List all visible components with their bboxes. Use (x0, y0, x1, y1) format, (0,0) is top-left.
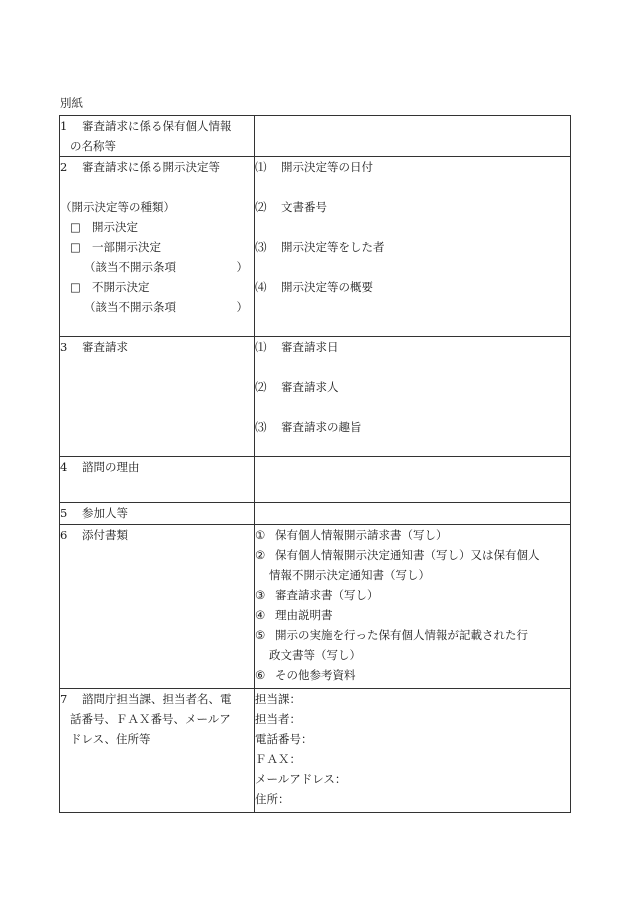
contact-phone-field[interactable]: 電話番号： (255, 732, 313, 746)
row2-title: 審査請求に係る開示決定等 (82, 160, 220, 174)
row2-item-decider: ⑶ 開示決定等をした者 (255, 240, 385, 254)
row-review-request (60, 337, 571, 457)
row2-item-date: ⑴ 開示決定等の日付 (255, 160, 373, 174)
contact-email-field[interactable]: メールアドレス： (255, 772, 347, 786)
row3-item-date: ⑴ 審査請求日 (255, 340, 339, 354)
row4-title: 諮問の理由 (82, 460, 140, 474)
row7-title-line1: 諮問庁担当課、担当者名、電 (82, 692, 232, 706)
attachment-item: ⑤ 開示の実施を行った保有個人情報が記載された行 (255, 628, 528, 642)
row3-item-requester: ⑵ 審査請求人 (255, 380, 339, 394)
checkbox-icon[interactable]: □ (70, 240, 81, 254)
decision-type-heading: （開示決定等の種類） (60, 200, 175, 214)
row-disclosure-decision (60, 157, 571, 337)
row3-value-cell[interactable] (255, 337, 571, 457)
option-disclosure-label: 開示決定 (92, 220, 138, 234)
row-participants (60, 503, 571, 525)
attachment-item-continuation: 情報不開示決定通知書（写し） (269, 568, 430, 582)
row6-value-cell (255, 525, 571, 689)
row3-title: 審査請求 (82, 340, 128, 354)
contact-fax-field[interactable]: ＦＡＸ： (255, 752, 301, 766)
row7-title-line2: 話番号、ＦＡＸ番号、メールア (70, 712, 231, 726)
row4-number: 4 (60, 460, 68, 474)
inquiry-form-table (59, 115, 571, 813)
row4-value-cell[interactable] (255, 457, 571, 503)
row-personal-info-name (60, 116, 571, 157)
checkbox-icon[interactable]: □ (70, 220, 81, 234)
row7-value-cell[interactable] (255, 689, 571, 813)
partial-clause-open: （該当不開示条項 (84, 260, 176, 274)
nondisclosure-clause-line (60, 297, 254, 317)
option-nondisclosure[interactable] (60, 277, 254, 297)
row6-number: 6 (60, 528, 68, 542)
contact-address-field[interactable]: 住所： (255, 792, 290, 806)
option-disclosure[interactable] (60, 217, 254, 237)
row3-item-purpose: ⑶ 審査請求の趣旨 (255, 420, 362, 434)
attachment-item: ⑥ その他参考資料 (255, 668, 356, 682)
contact-department-field[interactable]: 担当課： (255, 692, 301, 706)
row1-value-cell[interactable] (255, 116, 571, 157)
document-label: 別紙 (60, 96, 83, 110)
row1-title-line1: 審査請求に係る保有個人情報 (82, 119, 232, 133)
row-inquiry-reason (60, 457, 571, 503)
contact-person-field[interactable]: 担当者： (255, 712, 301, 726)
row7-number: 7 (60, 692, 68, 706)
row6-title: 添付書類 (82, 528, 128, 542)
row3-number: 3 (60, 340, 68, 354)
row1-label-cell (60, 116, 255, 157)
row2-number: 2 (60, 160, 68, 174)
partial-clause-line (60, 257, 254, 277)
row4-label-cell (60, 457, 255, 503)
option-nondisclosure-label: 不開示決定 (92, 280, 150, 294)
row5-number: 5 (60, 506, 68, 520)
attachment-item: ① 保有個人情報開示請求書（写し） (255, 528, 448, 542)
row5-value-cell[interactable] (255, 503, 571, 525)
nondisclosure-clause-open: （該当不開示条項 (84, 300, 176, 314)
attachment-item: ② 保有個人情報開示決定通知書（写し）又は保有個人 (255, 548, 540, 562)
row2-item-document-number: ⑵ 文書番号 (255, 200, 327, 214)
row1-number: 1 (60, 119, 68, 133)
row2-label-cell (60, 157, 255, 337)
row5-label-cell (60, 503, 255, 525)
attachment-item: ③ 審査請求書（写し） (255, 588, 379, 602)
partial-clause-close: ） (236, 260, 248, 274)
row3-label-cell (60, 337, 255, 457)
checkbox-icon[interactable]: □ (70, 280, 81, 294)
row5-title: 参加人等 (82, 506, 128, 520)
nondisclosure-clause-close: ） (236, 300, 248, 314)
attachment-item-continuation: 政文書等（写し） (269, 648, 361, 662)
attachment-item: ④ 理由説明書 (255, 608, 333, 622)
row2-item-summary: ⑷ 開示決定等の概要 (255, 280, 373, 294)
row7-title-line3: ドレス、住所等 (70, 732, 151, 746)
row-contact-info (60, 689, 571, 813)
option-partial-disclosure[interactable] (60, 237, 254, 257)
row-attachments (60, 525, 571, 689)
row6-label-cell (60, 525, 255, 689)
option-partial-disclosure-label: 一部開示決定 (92, 240, 161, 254)
row1-title-line2: の名称等 (70, 139, 116, 153)
row2-value-cell[interactable] (255, 157, 571, 337)
row7-label-cell (60, 689, 255, 813)
